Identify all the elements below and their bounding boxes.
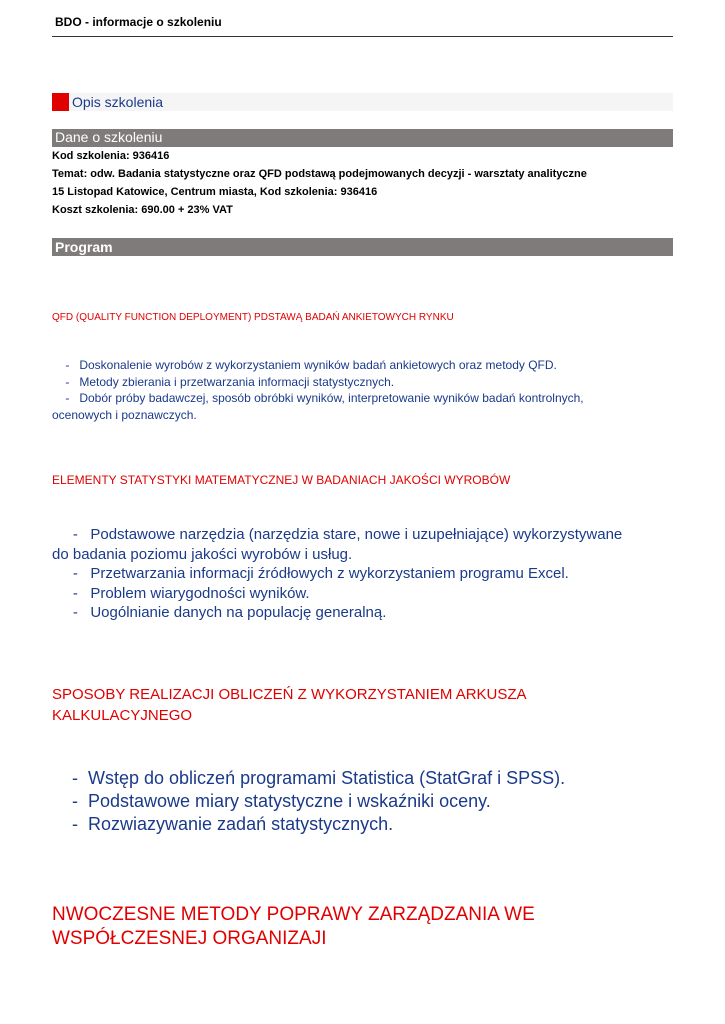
- program-section-label: Program: [55, 239, 113, 255]
- list-item: - Metody zbierania i przetwarzania informacji statystycznych.: [52, 374, 395, 389]
- list-item: - Wstęp do obliczeń programami Statistica (StatGraf i SPSS).: [52, 768, 566, 788]
- red-square-icon: [52, 93, 69, 111]
- list-item: - Podstawowe narzędzia (narzędzia stare, nowe i uzupełniające) wykorzystywane: [52, 526, 623, 543]
- opis-section-label: Opis szkolenia: [72, 94, 164, 110]
- section-heading-arkusz: SPOSOBY REALIZACJI OBLICZEŃ Z WYKORZYSTANIEM ARKUSZA KALKULACYJNEGO: [52, 686, 526, 724]
- list-item: - Przetwarzania informacji źródłowych z wykorzystaniem programu Excel.: [52, 565, 569, 582]
- list-item: - Podstawowe miary statystyczne i wskaźniki oceny.: [52, 791, 491, 811]
- bullet-list-qfd: [52, 357, 662, 423]
- list-item: - Doskonalenie wyrobów z wykorzystaniem wyników badań ankietowych oraz metody QFD.: [52, 358, 557, 372]
- course-date-location: 15 Listopad Katowice, Centrum miasta, Kod szkolenia: 936416: [52, 186, 378, 198]
- program-section-bar: [52, 238, 673, 256]
- bullet-list-statystyka: [52, 525, 662, 623]
- course-code: Kod szkolenia: 936416: [52, 150, 170, 162]
- dane-section-bar: [52, 129, 673, 147]
- course-topic: Temat: odw. Badania statystyczne oraz QFD podstawą podejmowanych decyzji - warsztaty analityczne: [52, 168, 587, 180]
- course-cost: Koszt szkolenia: 690.00 + 23% VAT: [52, 204, 233, 216]
- list-item: - Dobór próby badawczej, sposób obróbki wyników, interpretowanie wyników badań kontrolnych,: [52, 391, 584, 405]
- list-item: do badania poziomu jakości wyrobów i usług.: [52, 545, 353, 563]
- section-heading-qfd: QFD (QUALITY FUNCTION DEPLOYMENT) PDSTAWĄ BADAŃ ANKIETOWYCH RYNKU: [52, 312, 454, 323]
- opis-section-bar: [52, 93, 673, 111]
- list-item: - Rozwiazywanie zadań statystycznych.: [52, 814, 394, 834]
- list-item: - Uogólnianie danych na populację generalną.: [52, 604, 387, 621]
- header-divider: [52, 36, 673, 37]
- bullet-list-arkusz: [52, 767, 662, 836]
- section-heading-statystyka: ELEMENTY STATYSTYKI MATEMATYCZNEJ W BADANIACH JAKOŚCI WYROBÓW: [52, 473, 511, 487]
- list-item: ocenowych i poznawczych.: [52, 407, 197, 422]
- dane-section-label: Dane o szkoleniu: [55, 129, 163, 145]
- document-title: BDO - informacje o szkoleniu: [55, 15, 222, 29]
- section-heading-zarzadzanie: NWOCZESNE METODY POPRAWY ZARZĄDZANIA WE WSPÓŁCZESNEJ ORGANIZAJI: [52, 904, 535, 949]
- list-item: - Problem wiarygodności wyników.: [52, 584, 310, 602]
